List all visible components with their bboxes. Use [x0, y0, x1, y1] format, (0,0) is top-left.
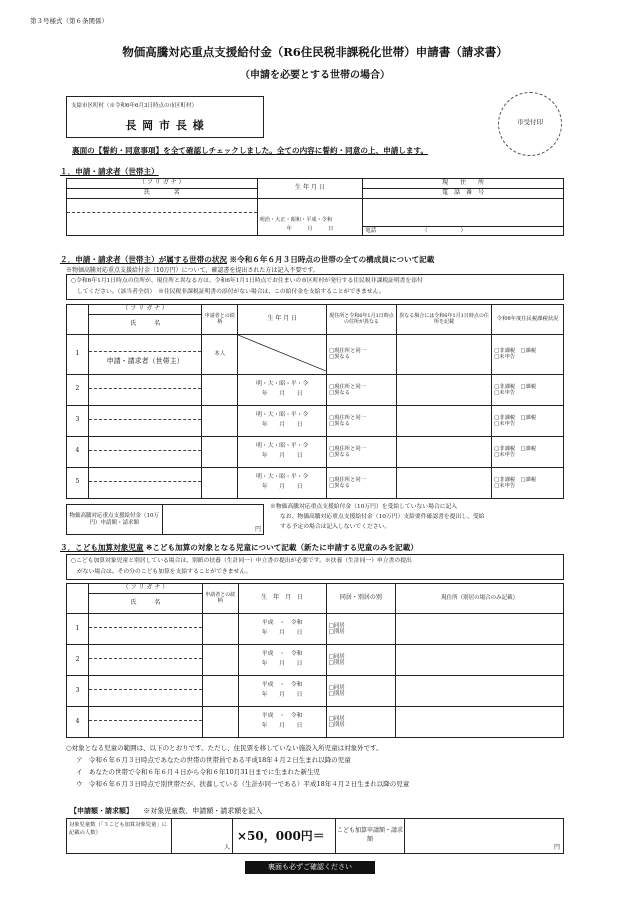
ch-dob-field[interactable] [238, 707, 326, 738]
applicant-address-field[interactable] [363, 199, 564, 236]
section-1-heading: １．申請・請求者（世帯主） [60, 167, 159, 176]
child-count-field[interactable] [171, 819, 233, 853]
child-row [67, 707, 564, 738]
dob-header: 生 年 月 日 [257, 179, 363, 199]
form-number: 第３号様式（第６条関係） [30, 17, 108, 25]
ch-addr-field[interactable] [396, 645, 564, 676]
row-number: 1 [67, 614, 89, 645]
row-number: 2 [67, 645, 89, 676]
section-3-heading: ３．こども加算対象児童 [60, 543, 144, 552]
receipt-stamp-circle [498, 92, 562, 156]
household-table [66, 304, 564, 499]
hh-prev-addr-field[interactable] [396, 436, 491, 467]
ch-name-field[interactable] [88, 707, 202, 738]
row-number: 5 [67, 467, 89, 498]
child-bonus-amount-field[interactable] [405, 819, 563, 853]
era-options: 平成 ・ 令和 [261, 682, 303, 689]
household-row [67, 467, 564, 498]
phone-field[interactable]: （ ） [422, 227, 467, 234]
phone-header: 電 話 番 号 [363, 189, 564, 199]
checkbox-undeclared[interactable]: □未申告 [494, 451, 516, 458]
section-2-info-line-2: してください。（該当者全員） ※住民税非課税証明書の添付がない場合は、この給付金を支給することができません。 [77, 289, 385, 295]
municipality-name: 長 岡 市 長 様 [125, 119, 205, 132]
multiplier: ×50，000円＝ [237, 829, 325, 843]
children-table [66, 583, 564, 738]
checkbox-undeclared[interactable]: □未申告 [494, 482, 516, 489]
era-options: 明・大・昭・平・令 [256, 412, 309, 419]
benefit-note-2: なお、物価高騰対応重点支援給付金（10万円）支給要件確認書を提出し、受給 [280, 514, 485, 520]
ymd-label: 年 月 日 [261, 661, 303, 667]
checkbox-separate[interactable]: □別居 [328, 691, 345, 697]
household-row [67, 405, 564, 436]
hh-rel-value: 本人 [202, 335, 238, 375]
condition-i: イ あなたの世帯で令和６年６月４日から令和６年10月31日までに生まれた新生児 [76, 768, 321, 776]
household-row [67, 335, 564, 375]
checkbox-cohabit[interactable]: □同居 [328, 622, 345, 629]
yen-unit: 円 [553, 844, 560, 851]
checkbox-diff[interactable]: □異なる [329, 354, 351, 361]
hh-name-field[interactable] [88, 436, 201, 467]
hh-dob-field[interactable] [238, 405, 327, 436]
section-3-info-line-2: がない場合は、その分のこども加算を支給することができません。 [77, 569, 252, 575]
ch-live-header: 同居・別居の別 [326, 584, 396, 614]
era-options: 平成 ・ 令和 [261, 713, 303, 720]
checkbox-cohabit[interactable]: □同居 [328, 715, 345, 722]
ymd-label: 年 月 日 [261, 390, 303, 397]
hh-addr-check[interactable] [327, 374, 397, 405]
checkbox-diff[interactable]: □異なる [329, 482, 351, 489]
hh-tax-header: 令和6年度住民税課税状況 [492, 305, 564, 335]
receipt-stamp-label: 市受付印 [517, 118, 543, 126]
benefit-note-1: ※物価高騰対応重点支援給付金（10万円）を受給していない場合に記入 [270, 504, 458, 510]
checkbox-tax[interactable]: □課税 [520, 383, 537, 390]
child-bonus-label: こども加算申請額・請求額 [335, 819, 405, 853]
claim-heading-row [70, 806, 262, 816]
ch-live-check[interactable] [326, 676, 396, 707]
condition-intro: ○対象となる児童の範囲は、以下のとおりです。ただし、住民票を移していない施設入所児童は対象外です。 [66, 744, 383, 752]
hh-num-header [67, 305, 89, 335]
era-options: 明・大・昭・平・令 [256, 443, 309, 450]
ch-name-field[interactable] [88, 614, 202, 645]
hh-addr-check[interactable] [327, 405, 397, 436]
applicant-name-field[interactable] [67, 199, 258, 236]
condition-u: ウ 令和６年６月３日時点で別世帯だが、扶養している（生計が同一である）平成18年４月２日生まれ以降の児童 [76, 780, 410, 788]
benefit-amount-table [66, 504, 264, 535]
checkbox-tax[interactable]: □課税 [520, 414, 537, 421]
person-unit: 人 [223, 844, 230, 851]
checkbox-undeclared[interactable]: □未申告 [494, 420, 516, 427]
checkbox-same[interactable]: □現住所と同一 [329, 414, 366, 421]
ch-live-check[interactable] [326, 645, 396, 676]
checkbox-nontax[interactable]: □非課税 [494, 414, 516, 421]
ch-rel-field[interactable] [202, 645, 238, 676]
hh-dob-crossed [238, 335, 327, 375]
ch-name-field[interactable] [88, 676, 202, 707]
section-3-info-box [66, 554, 564, 580]
checkbox-nontax[interactable]: □非課税 [494, 476, 516, 483]
benefit-amount-field[interactable] [162, 505, 263, 535]
section-2-note: ※令和６年６月３日時点の世帯の全ての構成員について記載 [229, 255, 435, 264]
row-number: 4 [67, 707, 89, 738]
checkbox-tax[interactable]: □課税 [520, 476, 537, 483]
hh-name-field[interactable] [88, 335, 201, 375]
ch-dob-field[interactable] [238, 676, 326, 707]
checkbox-tax[interactable]: □課税 [520, 445, 537, 452]
row-number: 2 [67, 374, 89, 405]
checkbox-diff[interactable]: □異なる [329, 389, 351, 396]
ch-dob-field[interactable] [238, 645, 326, 676]
checkbox-cohabit[interactable]: □同居 [328, 653, 345, 660]
hh-tax-check[interactable] [492, 467, 564, 498]
checkbox-same[interactable]: □現住所と同一 [329, 348, 366, 355]
checkbox-separate[interactable]: □別居 [328, 660, 345, 666]
hh-tax-check[interactable] [492, 405, 564, 436]
hh-dob-field[interactable] [238, 436, 327, 467]
name-header: 氏 名 [67, 189, 258, 199]
ch-rel-field[interactable] [202, 676, 238, 707]
section-2-heading-row [60, 254, 434, 265]
claim-box [66, 818, 564, 854]
hh-same-header: 現住所と令和6年1月1日時点の住所が異なる [327, 305, 397, 335]
footer-banner: 裏面も必ずご確認ください [245, 861, 375, 874]
hh-name-field[interactable] [88, 405, 201, 436]
hh-rel-field[interactable] [202, 467, 238, 498]
ch-name-field[interactable] [88, 645, 202, 676]
section-3-info-line-1: ○こども加算対象児童と別居している場合は、別紙の扶養（生計同一）申立書の提出が必要です。※扶養（生計同一）申立書の提出 [71, 558, 412, 564]
ch-rel-header: 申請者との続柄 [202, 584, 238, 614]
condition-a: ア 令和６年６月３日時点であなたの世帯の世帯員である平成18年４月２日生まれ以降の児童 [76, 756, 351, 764]
hh-dob-field[interactable] [238, 374, 327, 405]
applicant-table [66, 178, 564, 236]
ch-furigana-header: （ フ リ ガ ナ ） [88, 584, 202, 594]
hh-name-header: 氏 名 [88, 315, 201, 335]
municipality-label: 支給市区町村（※令和6年6月3日時点の市区町村） [71, 103, 197, 109]
era-options: 明・大・昭・平・令 [256, 474, 309, 481]
era-options: 明・大・昭・平・令 [256, 381, 309, 388]
ch-name-header: 氏 名 [88, 594, 202, 614]
checkbox-diff[interactable]: □異なる [329, 420, 351, 427]
ymd-label: 年 月 日 [286, 226, 334, 233]
claim-heading: 【申請額・請求額】 [70, 806, 133, 815]
ch-rel-field[interactable] [202, 614, 238, 645]
benefit-amount-label: 物価高騰対応重点支援給付金（10万円）申請額・請求額 [67, 505, 163, 535]
ch-addr-field[interactable] [396, 614, 564, 645]
yen-unit: 円 [254, 526, 261, 534]
hh-dob-field[interactable] [238, 467, 327, 498]
ymd-label: 年 月 日 [261, 723, 303, 729]
hh-rel-header: 申請者との続柄 [202, 305, 238, 335]
ch-live-check[interactable] [326, 614, 396, 645]
household-row [67, 374, 564, 405]
hh-prev-addr-field[interactable] [396, 467, 491, 498]
child-row [67, 614, 564, 645]
hh-furigana-header: （ フ リ ガ ナ ） [88, 305, 201, 315]
hh-tax-check[interactable] [492, 374, 564, 405]
era-options: 平成 ・ 令和 [261, 620, 303, 627]
hh-addr-check[interactable] [327, 467, 397, 498]
ch-dob-header: 生 年 月 日 [238, 584, 326, 614]
hh-name-field[interactable] [88, 374, 201, 405]
ymd-label: 年 月 日 [261, 452, 303, 459]
ch-addr-field[interactable] [396, 707, 564, 738]
furigana-header: （ フ リ ガ ナ ） [67, 179, 258, 189]
section-2-info-box [66, 274, 564, 300]
child-row [67, 676, 564, 707]
ymd-label: 年 月 日 [261, 692, 303, 698]
phone-label: 電話 [365, 227, 377, 234]
section-3-heading-row [60, 542, 418, 553]
section-2-info-line-1: ○令和6年1月1日時点の住所が、現住所と異なる方は、令和6年1月1日時点でお住まいの市区町村が発行する住民税非課税証明書を添付 [71, 278, 423, 284]
checkbox-same[interactable]: □現住所と同一 [329, 383, 366, 390]
row-number: 1 [67, 335, 89, 375]
hh-rel-field[interactable] [202, 436, 238, 467]
era-options: 明治・大正・昭和・平成・令和 [259, 217, 333, 224]
section-2-remark: ※物価高騰対応重点支援給付金（10万円）について、確認書を提出された方は記入不要です。 [66, 267, 319, 274]
ch-num-header [67, 584, 89, 614]
address-header: 現 住 所 [363, 179, 564, 189]
row-number: 3 [67, 405, 89, 436]
checkbox-diff[interactable]: □異なる [329, 451, 351, 458]
benefit-note-3: する予定の場合は記入しないでください。 [280, 524, 391, 530]
era-options: 平成 ・ 令和 [261, 651, 303, 658]
benefit-note [270, 502, 566, 532]
hh-row1-name: 申請・請求者（世帯主） [106, 357, 184, 366]
ymd-label: 年 月 日 [261, 630, 303, 636]
child-row [67, 645, 564, 676]
consent-statement: 裏面の【誓約・同意事項】を全て確認しチェックしました。全ての内容に誓約・同意の上、申請します。 [72, 146, 429, 155]
applicant-dob-field[interactable] [257, 199, 363, 236]
hh-tax-check[interactable] [492, 436, 564, 467]
checkbox-undeclared[interactable]: □未申告 [494, 389, 516, 396]
municipality-box [66, 96, 264, 138]
checkbox-nontax[interactable]: □非課税 [494, 445, 516, 452]
ymd-label: 年 月 日 [261, 483, 303, 490]
hh-addr-check[interactable] [327, 436, 397, 467]
hh-prev-addr-field[interactable] [396, 335, 491, 375]
form-subtitle: （申請を必要とする世帯の場合） [240, 70, 390, 81]
checkbox-undeclared[interactable]: □未申告 [494, 354, 516, 361]
checkbox-nontax[interactable]: □非課税 [494, 383, 516, 390]
checkbox-same[interactable]: □現住所と同一 [329, 476, 366, 483]
checkbox-cohabit[interactable]: □同居 [328, 684, 345, 691]
checkbox-nontax[interactable]: □非課税 [494, 348, 516, 355]
checkbox-same[interactable]: □現住所と同一 [329, 445, 366, 452]
ch-addr-header: 現住所（別居の場合のみ記載） [396, 584, 564, 614]
hh-addr-check[interactable] [327, 335, 397, 375]
row-number: 4 [67, 436, 89, 467]
row-number: 3 [67, 676, 89, 707]
hh-rel-field[interactable] [202, 405, 238, 436]
child-count-label: 対象児童数（「３こども加算対象児童」に記載の人数） [69, 822, 167, 836]
section-3-note: ※こども加算の対象となる児童について記載（新たに申請する児童のみを記載） [145, 543, 418, 552]
hh-prev-addr-field[interactable] [396, 374, 491, 405]
ch-live-check[interactable] [326, 707, 396, 738]
ymd-label: 年 月 日 [261, 421, 303, 428]
household-row [67, 436, 564, 467]
section-2-heading: ２．申請・請求者（世帯主）が属する世帯の状況 [60, 255, 228, 264]
checkbox-separate[interactable]: □別居 [328, 722, 345, 728]
hh-tax-check[interactable] [492, 335, 564, 375]
ch-rel-field[interactable] [202, 707, 238, 738]
checkbox-tax[interactable]: □課税 [520, 348, 537, 355]
ch-addr-field[interactable] [396, 676, 564, 707]
hh-dob-header: 生 年 月 日 [238, 305, 327, 335]
hh-prev-addr-field[interactable] [396, 405, 491, 436]
checkbox-separate[interactable]: □別居 [328, 629, 345, 635]
hh-rel-field[interactable] [202, 374, 238, 405]
ch-dob-field[interactable] [238, 614, 326, 645]
eligibility-conditions [66, 742, 576, 790]
claim-note: ※対象児童数、申請額・請求額を記入 [143, 807, 263, 815]
hh-name-field[interactable] [88, 467, 201, 498]
form-title: 物価高騰対応重点支援給付金（R6住民税非課税化世帯）申請書（請求書） [122, 45, 508, 59]
hh-diff-header: 異なる場合には令和6年1月1日時点の住所を記載 [396, 305, 491, 335]
